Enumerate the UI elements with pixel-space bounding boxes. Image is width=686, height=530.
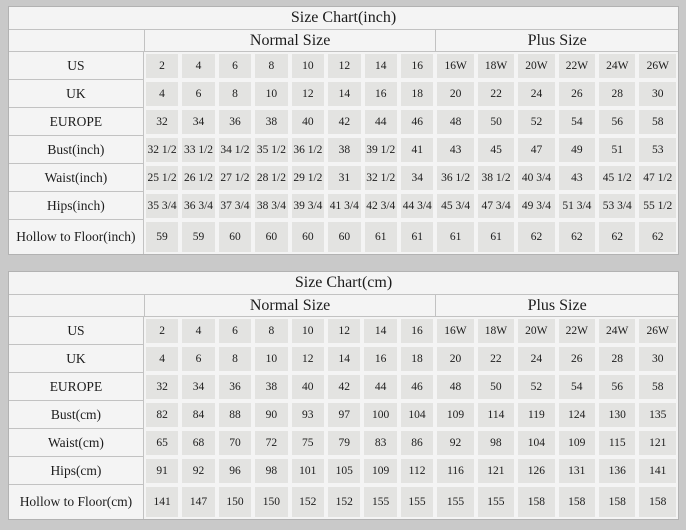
size-value-cell: 10	[290, 52, 326, 80]
size-value-cell: 50	[476, 108, 516, 136]
size-value-cell: 54	[557, 373, 597, 401]
size-value-cell: 32 1/2	[144, 136, 180, 164]
size-value-cell: 8	[253, 317, 289, 345]
size-value-cell: 38 3/4	[253, 192, 289, 220]
row-label: UK	[9, 345, 144, 373]
size-value-cell: 158	[516, 485, 556, 519]
size-value-cell: 34	[399, 164, 435, 192]
size-value-cell: 36 1/2	[435, 164, 475, 192]
size-value-cell: 131	[557, 457, 597, 485]
column-group-header: Plus Size	[435, 295, 678, 317]
size-value-cell: 65	[144, 429, 180, 457]
size-value-cell: 45 3/4	[435, 192, 475, 220]
size-value-cell: 24W	[597, 317, 637, 345]
size-value-cell: 61	[363, 220, 399, 254]
size-value-cell: 54	[557, 108, 597, 136]
size-value-cell: 141	[637, 457, 678, 485]
size-value-cell: 53 3/4	[597, 192, 637, 220]
table-row	[9, 164, 678, 192]
size-value-cell: 12	[326, 52, 362, 80]
row-label: Waist(cm)	[9, 429, 144, 457]
table-row	[9, 192, 678, 220]
size-value-cell: 116	[435, 457, 475, 485]
size-value-cell: 22W	[557, 52, 597, 80]
size-value-cell: 22W	[557, 317, 597, 345]
row-label: UK	[9, 80, 144, 108]
table-title: Size Chart(inch)	[9, 7, 678, 30]
size-value-cell: 130	[597, 401, 637, 429]
size-value-cell: 16W	[435, 317, 475, 345]
size-value-cell: 62	[557, 220, 597, 254]
size-value-cell: 38	[253, 108, 289, 136]
size-value-cell: 135	[637, 401, 678, 429]
size-value-cell: 82	[144, 401, 180, 429]
size-value-cell: 42 3/4	[363, 192, 399, 220]
size-chart-cm-table	[8, 271, 679, 520]
size-value-cell: 90	[253, 401, 289, 429]
size-value-cell: 53	[637, 136, 678, 164]
size-value-cell: 104	[399, 401, 435, 429]
size-value-cell: 42	[326, 373, 362, 401]
size-value-cell: 44 3/4	[399, 192, 435, 220]
size-value-cell: 47 3/4	[476, 192, 516, 220]
row-label: Waist(inch)	[9, 164, 144, 192]
size-value-cell: 141	[144, 485, 180, 519]
size-value-cell: 52	[516, 108, 556, 136]
size-value-cell: 43	[435, 136, 475, 164]
size-value-cell: 101	[290, 457, 326, 485]
size-value-cell: 33 1/2	[180, 136, 216, 164]
size-value-cell: 12	[290, 80, 326, 108]
size-value-cell: 4	[180, 317, 216, 345]
size-value-cell: 16	[399, 52, 435, 80]
size-value-cell: 2	[144, 52, 180, 80]
size-value-cell: 8	[253, 52, 289, 80]
size-value-cell: 14	[326, 80, 362, 108]
size-value-cell: 62	[597, 220, 637, 254]
size-value-cell: 22	[476, 345, 516, 373]
size-value-cell: 155	[476, 485, 516, 519]
size-value-cell: 35 1/2	[253, 136, 289, 164]
size-value-cell: 26	[557, 345, 597, 373]
size-value-cell: 8	[217, 80, 253, 108]
size-value-cell: 59	[180, 220, 216, 254]
size-value-cell: 58	[637, 108, 678, 136]
size-value-cell: 70	[217, 429, 253, 457]
size-value-cell: 38 1/2	[476, 164, 516, 192]
size-value-cell: 18W	[476, 52, 516, 80]
size-value-cell: 72	[253, 429, 289, 457]
size-value-cell: 47	[516, 136, 556, 164]
size-value-cell: 12	[290, 345, 326, 373]
size-value-cell: 115	[597, 429, 637, 457]
size-value-cell: 43	[557, 164, 597, 192]
size-value-cell: 61	[435, 220, 475, 254]
size-value-cell: 26 1/2	[180, 164, 216, 192]
row-label: Hollow to Floor(inch)	[9, 220, 144, 254]
size-value-cell: 98	[253, 457, 289, 485]
size-value-cell: 37 3/4	[217, 192, 253, 220]
size-value-cell: 42	[326, 108, 362, 136]
label-column-stub	[9, 30, 144, 52]
size-value-cell: 36	[217, 373, 253, 401]
size-value-cell: 50	[476, 373, 516, 401]
size-value-cell: 48	[435, 373, 475, 401]
size-value-cell: 40 3/4	[516, 164, 556, 192]
size-value-cell: 46	[399, 108, 435, 136]
row-label: EUROPE	[9, 108, 144, 136]
row-label: US	[9, 317, 144, 345]
size-value-cell: 6	[217, 52, 253, 80]
size-value-cell: 152	[326, 485, 362, 519]
size-value-cell: 98	[476, 429, 516, 457]
size-value-cell: 105	[326, 457, 362, 485]
size-value-cell: 16	[363, 80, 399, 108]
size-value-cell: 68	[180, 429, 216, 457]
size-value-cell: 35 3/4	[144, 192, 180, 220]
size-value-cell: 61	[476, 220, 516, 254]
table-row	[9, 136, 678, 164]
size-chart-inch-table	[8, 6, 679, 255]
size-value-cell: 30	[637, 345, 678, 373]
size-value-cell: 16	[399, 317, 435, 345]
size-value-cell: 109	[435, 401, 475, 429]
size-value-cell: 109	[362, 457, 398, 485]
column-group-header: Plus Size	[435, 30, 678, 52]
table-row	[9, 317, 678, 345]
size-value-cell: 36	[217, 108, 253, 136]
size-value-cell: 59	[144, 220, 180, 254]
size-value-cell: 14	[362, 317, 398, 345]
size-value-cell: 61	[399, 220, 435, 254]
table-row	[9, 401, 678, 429]
size-value-cell: 24	[516, 80, 556, 108]
size-value-cell: 31	[326, 164, 362, 192]
size-value-cell: 8	[217, 345, 253, 373]
size-value-cell: 18	[399, 80, 435, 108]
size-value-cell: 34	[180, 373, 216, 401]
row-label: US	[9, 52, 144, 80]
size-value-cell: 136	[597, 457, 637, 485]
size-value-cell: 24W	[597, 52, 637, 80]
size-value-cell: 155	[399, 485, 435, 519]
size-value-cell: 22	[476, 80, 516, 108]
size-value-cell: 92	[435, 429, 475, 457]
size-value-cell: 32	[144, 108, 180, 136]
size-value-cell: 88	[217, 401, 253, 429]
size-value-cell: 62	[637, 220, 678, 254]
size-value-cell: 4	[144, 345, 180, 373]
size-value-cell: 4	[180, 52, 216, 80]
size-value-cell: 28	[597, 80, 637, 108]
size-value-cell: 48	[435, 108, 475, 136]
size-value-cell: 58	[637, 373, 678, 401]
table-title: Size Chart(cm)	[9, 272, 678, 295]
size-value-cell: 20W	[516, 52, 556, 80]
size-value-cell: 97	[326, 401, 362, 429]
size-value-cell: 27 1/2	[217, 164, 253, 192]
size-value-cell: 119	[516, 401, 556, 429]
size-value-cell: 62	[516, 220, 556, 254]
size-value-cell: 55 1/2	[637, 192, 678, 220]
size-value-cell: 34 1/2	[217, 136, 253, 164]
table-row	[9, 345, 678, 373]
size-value-cell: 60	[290, 220, 326, 254]
size-value-cell: 60	[326, 220, 362, 254]
size-value-cell: 14	[326, 345, 362, 373]
size-value-cell: 84	[180, 401, 216, 429]
size-value-cell: 40	[290, 108, 326, 136]
size-value-cell: 126	[516, 457, 556, 485]
size-value-cell: 10	[253, 345, 289, 373]
size-value-cell: 56	[597, 108, 637, 136]
size-value-cell: 155	[435, 485, 475, 519]
size-value-cell: 20W	[516, 317, 556, 345]
size-value-cell: 16	[362, 345, 398, 373]
size-value-cell: 51	[597, 136, 637, 164]
size-value-cell: 121	[637, 429, 678, 457]
size-value-cell: 38	[253, 373, 289, 401]
size-value-cell: 60	[253, 220, 289, 254]
size-value-cell: 91	[144, 457, 180, 485]
size-value-cell: 41 3/4	[326, 192, 362, 220]
size-value-cell: 45	[476, 136, 516, 164]
size-value-cell: 40	[290, 373, 326, 401]
size-value-cell: 10	[253, 80, 289, 108]
size-value-cell: 24	[516, 345, 556, 373]
size-value-cell: 16W	[435, 52, 475, 80]
size-value-cell: 6	[180, 80, 216, 108]
size-value-cell: 28	[597, 345, 637, 373]
size-value-cell: 26W	[637, 52, 678, 80]
size-value-cell: 14	[363, 52, 399, 80]
size-value-cell: 112	[399, 457, 435, 485]
row-label: Bust(inch)	[9, 136, 144, 164]
size-value-cell: 39 3/4	[290, 192, 326, 220]
size-value-cell: 79	[326, 429, 362, 457]
row-label: Hips(inch)	[9, 192, 144, 220]
size-value-cell: 39 1/2	[363, 136, 399, 164]
size-value-cell: 60	[217, 220, 253, 254]
table-row	[9, 220, 678, 254]
table-row	[9, 429, 678, 457]
column-group-header: Normal Size	[144, 295, 435, 317]
size-value-cell: 121	[476, 457, 516, 485]
size-value-cell: 12	[326, 317, 362, 345]
row-label: EUROPE	[9, 373, 144, 401]
size-value-cell: 86	[399, 429, 435, 457]
size-value-cell: 29 1/2	[290, 164, 326, 192]
size-value-cell: 2	[144, 317, 180, 345]
size-value-cell: 20	[435, 345, 475, 373]
row-label: Hollow to Floor(cm)	[9, 485, 144, 519]
size-value-cell: 46	[399, 373, 435, 401]
size-value-cell: 83	[362, 429, 398, 457]
size-value-cell: 20	[435, 80, 475, 108]
table-row	[9, 373, 678, 401]
table-row	[9, 457, 678, 485]
size-value-cell: 158	[597, 485, 637, 519]
size-value-cell: 26	[557, 80, 597, 108]
size-value-cell: 150	[217, 485, 253, 519]
size-value-cell: 36 1/2	[290, 136, 326, 164]
size-value-cell: 51 3/4	[557, 192, 597, 220]
size-value-cell: 152	[290, 485, 326, 519]
size-value-cell: 155	[362, 485, 398, 519]
size-value-cell: 28 1/2	[253, 164, 289, 192]
size-value-cell: 44	[363, 108, 399, 136]
size-value-cell: 6	[180, 345, 216, 373]
size-value-cell: 49	[557, 136, 597, 164]
label-column-stub	[9, 295, 144, 317]
size-value-cell: 44	[362, 373, 398, 401]
size-value-cell: 32 1/2	[363, 164, 399, 192]
size-value-cell: 124	[557, 401, 597, 429]
size-value-cell: 34	[180, 108, 216, 136]
size-value-cell: 52	[516, 373, 556, 401]
row-label: Bust(cm)	[9, 401, 144, 429]
size-value-cell: 18W	[476, 317, 516, 345]
size-value-cell: 147	[180, 485, 216, 519]
size-value-cell: 49 3/4	[516, 192, 556, 220]
size-value-cell: 114	[476, 401, 516, 429]
size-value-cell: 56	[597, 373, 637, 401]
table-row	[9, 108, 678, 136]
size-value-cell: 92	[180, 457, 216, 485]
size-value-cell: 150	[253, 485, 289, 519]
size-value-cell: 36 3/4	[180, 192, 216, 220]
size-value-cell: 4	[144, 80, 180, 108]
size-value-cell: 47 1/2	[637, 164, 678, 192]
table-row	[9, 485, 678, 519]
table-row	[9, 52, 678, 80]
size-value-cell: 100	[362, 401, 398, 429]
size-value-cell: 104	[516, 429, 556, 457]
size-value-cell: 10	[290, 317, 326, 345]
column-group-header: Normal Size	[144, 30, 436, 52]
size-value-cell: 25 1/2	[144, 164, 180, 192]
table-row	[9, 80, 678, 108]
size-value-cell: 18	[399, 345, 435, 373]
size-value-cell: 109	[557, 429, 597, 457]
size-value-cell: 45 1/2	[597, 164, 637, 192]
row-label: Hips(cm)	[9, 457, 144, 485]
size-value-cell: 96	[217, 457, 253, 485]
size-value-cell: 93	[290, 401, 326, 429]
size-value-cell: 41	[399, 136, 435, 164]
size-value-cell: 30	[637, 80, 678, 108]
size-value-cell: 158	[557, 485, 597, 519]
size-value-cell: 38	[326, 136, 362, 164]
size-value-cell: 158	[637, 485, 678, 519]
size-value-cell: 26W	[637, 317, 678, 345]
size-value-cell: 6	[217, 317, 253, 345]
size-value-cell: 32	[144, 373, 180, 401]
size-value-cell: 75	[290, 429, 326, 457]
